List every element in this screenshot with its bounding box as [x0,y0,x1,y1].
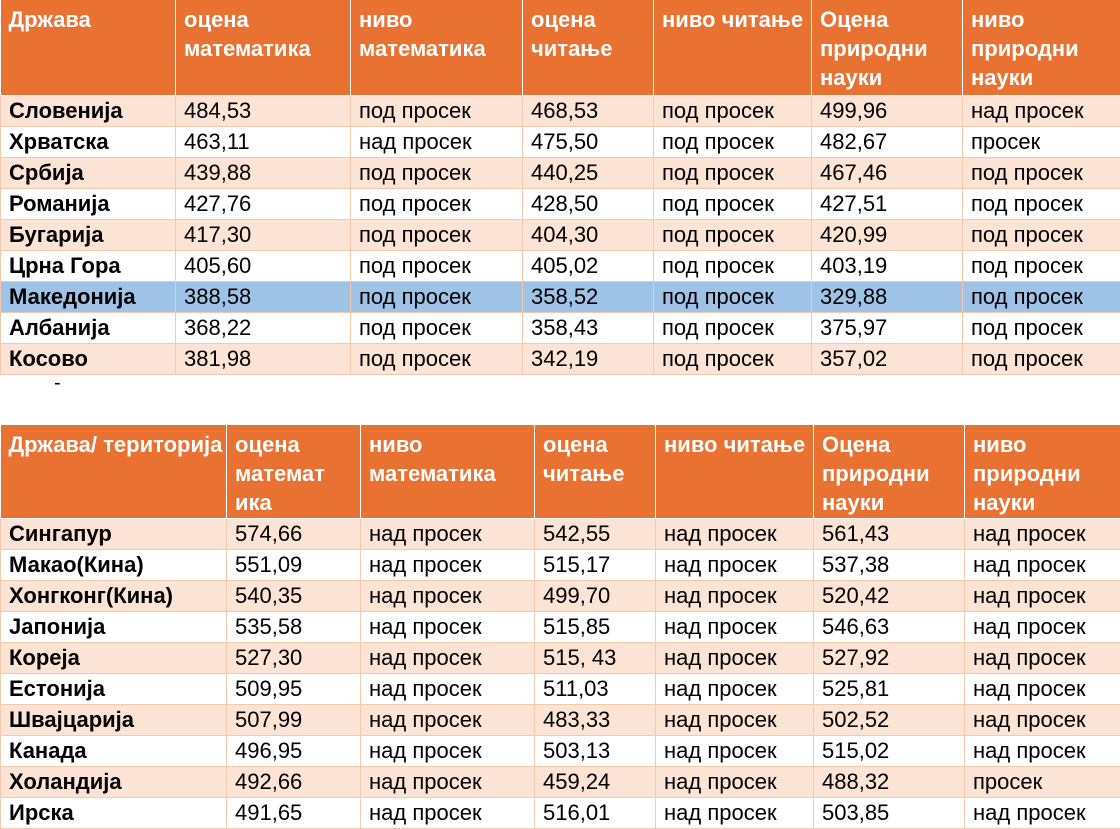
reading-level-cell: над просек [656,798,814,829]
reading-score-cell: 404,30 [523,220,654,251]
reading-score-cell: 440,25 [523,158,654,189]
country-cell: Косово [1,344,176,375]
reading-score-cell: 428,50 [523,189,654,220]
math-score-cell: 491,65 [227,798,361,829]
table-header-row [1,425,1120,519]
science-score-cell: 403,19 [812,251,963,282]
country-cell: Кореја [1,643,227,674]
science-score-cell: 561,43 [814,519,965,550]
science-level-cell: просек [963,127,1120,158]
header-math-score: оцена математ ика [227,425,361,519]
math-score-cell: 381,98 [176,344,351,375]
table-row [1,550,1120,581]
reading-level-cell: над просек [656,736,814,767]
science-level-cell: под просек [963,158,1120,189]
reading-score-cell: 483,33 [535,705,656,736]
table-row [1,581,1120,612]
country-cell: Словенија [1,96,176,127]
reading-score-cell: 503,13 [535,736,656,767]
science-level-cell: над просек [965,736,1120,767]
math-score-cell: 574,66 [227,519,361,550]
math-score-cell: 463,11 [176,127,351,158]
science-score-cell: 527,92 [814,643,965,674]
reading-score-cell: 358,43 [523,313,654,344]
math-level-cell: над просек [361,674,535,705]
reading-score-cell: 542,55 [535,519,656,550]
reading-score-cell: 516,01 [535,798,656,829]
science-score-cell: 537,38 [814,550,965,581]
math-score-cell: 368,22 [176,313,351,344]
reading-score-cell: 515,17 [535,550,656,581]
math-score-cell: 496,95 [227,736,361,767]
separator-dash: - [54,372,61,395]
table-row [1,612,1120,643]
reading-level-cell: под просек [654,96,812,127]
math-level-cell: под просек [351,251,523,282]
reading-level-cell: над просек [656,519,814,550]
country-cell: Албанија [1,313,176,344]
reading-level-cell: над просек [656,550,814,581]
math-level-cell: под просек [351,344,523,375]
science-score-cell: 375,97 [812,313,963,344]
header-science-score: Оцена природни науки [814,425,965,519]
country-cell: Холандија [1,767,227,798]
header-science-score: Оцена природни науки [812,0,963,96]
science-score-cell: 503,85 [814,798,965,829]
country-cell: Сингапур [1,519,227,550]
science-score-cell: 520,42 [814,581,965,612]
header-country: Држава/ територија [1,425,227,519]
reading-level-cell: под просек [654,344,812,375]
header-reading-level: ниво читање [654,0,812,96]
science-score-cell: 515,02 [814,736,965,767]
science-score-cell: 525,81 [814,674,965,705]
table-row [1,251,1120,282]
math-level-cell: над просек [361,643,535,674]
math-score-cell: 427,76 [176,189,351,220]
reading-level-cell: под просек [654,158,812,189]
science-score-cell: 502,52 [814,705,965,736]
header-country: Држава [1,0,176,96]
science-score-cell: 467,46 [812,158,963,189]
header-science-level: ниво природни науки [965,425,1120,519]
pisa-balkan-table [0,0,1120,375]
science-score-cell: 420,99 [812,220,963,251]
science-score-cell: 488,32 [814,767,965,798]
math-score-cell: 540,35 [227,581,361,612]
reading-level-cell: над просек [656,612,814,643]
science-level-cell: под просек [963,313,1120,344]
reading-level-cell: под просек [654,251,812,282]
math-level-cell: над просек [361,519,535,550]
reading-score-cell: 459,24 [535,767,656,798]
math-score-cell: 417,30 [176,220,351,251]
country-cell: Хрватска [1,127,176,158]
math-level-cell: под просек [351,313,523,344]
reading-score-cell: 515, 43 [535,643,656,674]
science-score-cell: 357,02 [812,344,963,375]
country-cell: Бугарија [1,220,176,251]
math-level-cell: над просек [361,705,535,736]
science-level-cell: под просек [963,282,1120,313]
reading-level-cell: под просек [654,189,812,220]
pisa-top-countries-table [0,425,1120,829]
header-reading-score: оцена читање [535,425,656,519]
country-cell: Јапонија [1,612,227,643]
science-score-cell: 546,63 [814,612,965,643]
table-row [1,189,1120,220]
science-level-cell: над просек [965,612,1120,643]
math-level-cell: над просек [361,736,535,767]
math-score-cell: 439,88 [176,158,351,189]
science-score-cell: 329,88 [812,282,963,313]
table-header-row [1,0,1120,96]
math-level-cell: над просек [361,581,535,612]
math-level-cell: над просек [351,127,523,158]
math-score-cell: 484,53 [176,96,351,127]
science-level-cell: под просек [963,189,1120,220]
header-science-level: ниво природни науки [963,0,1120,96]
math-level-cell: под просек [351,282,523,313]
reading-level-cell: под просек [654,127,812,158]
science-score-cell: 499,96 [812,96,963,127]
reading-score-cell: 358,52 [523,282,654,313]
science-level-cell: над просек [965,705,1120,736]
reading-score-cell: 515,85 [535,612,656,643]
math-level-cell: под просек [351,96,523,127]
table-row [1,736,1120,767]
table-row [1,519,1120,550]
table-row [1,674,1120,705]
math-score-cell: 405,60 [176,251,351,282]
science-score-cell: 482,67 [812,127,963,158]
science-level-cell: над просек [965,643,1120,674]
table-row [1,767,1120,798]
reading-level-cell: над просек [656,581,814,612]
country-cell: Макао(Кина) [1,550,227,581]
science-level-cell: просек [965,767,1120,798]
reading-level-cell: над просек [656,767,814,798]
header-math-level: ниво математика [361,425,535,519]
table-row [1,158,1120,189]
reading-level-cell: над просек [656,643,814,674]
reading-level-cell: над просек [656,705,814,736]
science-level-cell: над просек [965,519,1120,550]
science-level-cell: над просек [965,550,1120,581]
country-cell: Ирска [1,798,227,829]
math-score-cell: 492,66 [227,767,361,798]
reading-score-cell: 342,19 [523,344,654,375]
table-row [1,313,1120,344]
country-cell: Србија [1,158,176,189]
math-level-cell: под просек [351,189,523,220]
math-level-cell: над просек [361,612,535,643]
table-row [1,798,1120,829]
reading-level-cell: под просек [654,313,812,344]
country-cell: Македонија [1,282,176,313]
math-level-cell: над просек [361,550,535,581]
country-cell: Хонгконг(Кина) [1,581,227,612]
reading-score-cell: 468,53 [523,96,654,127]
table-row [1,705,1120,736]
header-math-score: оцена математика [176,0,351,96]
country-cell: Канада [1,736,227,767]
math-level-cell: под просек [351,158,523,189]
country-cell: Естонија [1,674,227,705]
science-level-cell: над просек [965,581,1120,612]
math-score-cell: 509,95 [227,674,361,705]
table-row [1,96,1120,127]
header-reading-level: ниво читање [656,425,814,519]
science-level-cell: над просек [965,798,1120,829]
science-level-cell: под просек [963,251,1120,282]
math-level-cell: под просек [351,220,523,251]
math-score-cell: 507,99 [227,705,361,736]
math-score-cell: 535,58 [227,612,361,643]
reading-score-cell: 511,03 [535,674,656,705]
table-row [1,127,1120,158]
math-score-cell: 551,09 [227,550,361,581]
country-cell: Црна Гора [1,251,176,282]
table-row [1,220,1120,251]
reading-score-cell: 475,50 [523,127,654,158]
science-level-cell: над просек [963,96,1120,127]
header-reading-score: оцена читање [523,0,654,96]
science-level-cell: под просек [963,344,1120,375]
table-row [1,282,1120,313]
reading-score-cell: 405,02 [523,251,654,282]
table-row [1,643,1120,674]
reading-level-cell: под просек [654,220,812,251]
science-level-cell: над просек [965,674,1120,705]
reading-level-cell: над просек [656,674,814,705]
table-row [1,344,1120,375]
reading-score-cell: 499,70 [535,581,656,612]
science-level-cell: под просек [963,220,1120,251]
science-score-cell: 427,51 [812,189,963,220]
math-level-cell: над просек [361,767,535,798]
reading-level-cell: под просек [654,282,812,313]
math-score-cell: 388,58 [176,282,351,313]
header-math-level: ниво математика [351,0,523,96]
math-score-cell: 527,30 [227,643,361,674]
country-cell: Романија [1,189,176,220]
country-cell: Швајцарија [1,705,227,736]
math-level-cell: над просек [361,798,535,829]
